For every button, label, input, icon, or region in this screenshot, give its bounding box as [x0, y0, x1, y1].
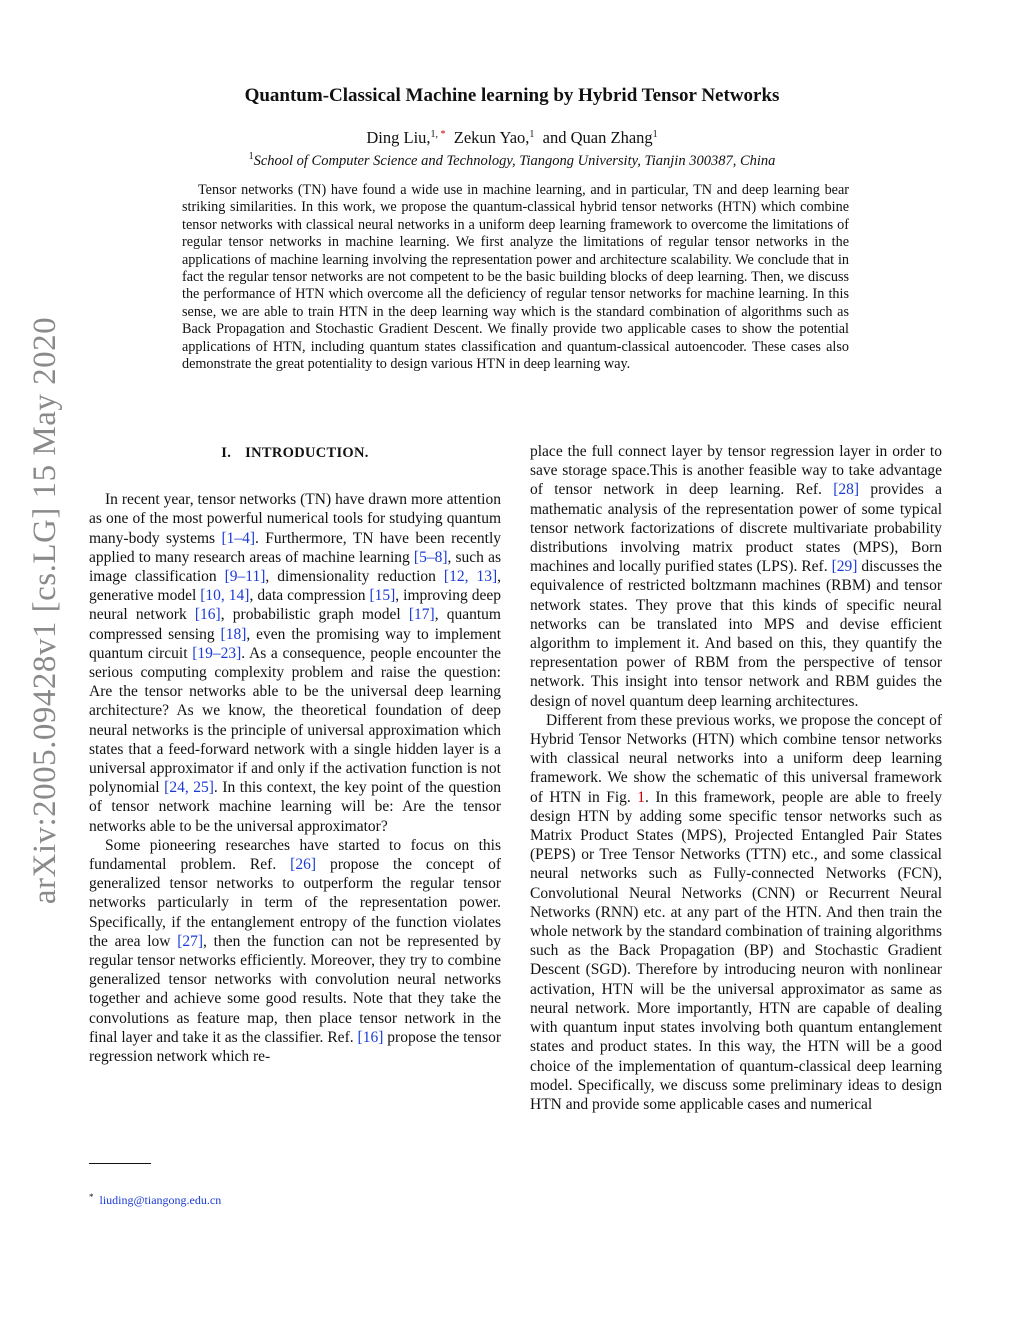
paragraph-text: , generative model — [89, 568, 501, 605]
author-email-link[interactable]: liuding@tiangong.edu.cn — [99, 1193, 222, 1207]
paragraph-text: Different from these previous works, we propose the concept of Hybrid Tensor Networks (HTN) which combine tensor networks with classical neural networks into a uniform deep learning framework. We show the schematic of this universal framework of HTN in Fig. — [530, 711, 942, 806]
citation-link[interactable]: [16] — [357, 1028, 384, 1046]
paragraph-text: . In this context, the key point of the question of tensor network machine learning will be: Are the tensor networks able to be the universal approximator? — [89, 779, 502, 835]
citation-link[interactable]: [26] — [290, 856, 316, 874]
citation-link[interactable]: [12, 13] — [443, 568, 498, 586]
citation-link[interactable]: [19–23] — [192, 644, 242, 662]
body-paragraph — [530, 711, 942, 1114]
arxiv-identifier-stamp — [20, 310, 72, 910]
paragraph-text: discusses the equivalence of restricted boltzmann machines (RBM) and tensor network states. They prove that this kinds of specific neural networks can be translated into MPS and devise efficient algorithm to implement it. And based on this, they quantify the representation power of RBM from the perspective of tensor network. This insight into tensor network and RBM guides the design of novel quantum deep learning architectures. — [530, 558, 942, 710]
body-paragraph — [89, 490, 501, 836]
citation-link[interactable]: [29] — [831, 558, 858, 576]
citation-link[interactable]: [15] — [369, 587, 396, 605]
paragraph-text: propose the tensor regression network which re- — [89, 1028, 502, 1066]
body-paragraph — [530, 442, 942, 711]
paragraph-text: , then the function can not be represented by regular tensor networks efficiently. Moreover, they try to combine generalized tensor networks with convolution neural networks together and achieve some good results. Note that they take the convolutions as feature map, then place tensor network in the final layer and take it as the classifier. Ref. — [89, 932, 501, 1046]
body-paragraph — [89, 836, 501, 1066]
paragraph-text: Some pioneering researches have started to focus on this fundamental problem. Ref. — [89, 836, 501, 874]
citation-link[interactable]: [28] — [833, 481, 860, 499]
footnote-divider — [89, 1163, 151, 1164]
paragraph-text: , probabilistic graph model — [220, 606, 409, 624]
paragraph-text: In recent year, tensor networks (TN) have drawn more attention as one of the most powerful numerical tools for studying quantum many-body systems — [89, 491, 501, 547]
left-column — [89, 442, 501, 1066]
paragraph-text: . Furthermore, TN have been recently applied to many research areas of machine learning — [89, 529, 502, 566]
paragraph-text: place the full connect layer by tensor regression layer in order to save storage space.This is another feasible way to take advantage of tensor network in deep learning. Ref. — [530, 443, 942, 499]
citation-link[interactable]: [9–11] — [224, 568, 266, 586]
paragraph-text: . As a consequence, people encounter the serious computing complexity problem and raise the question: Are the tensor networks able to be the universal deep learning architecture? As we know, the theoretical foundation of deep neural networks is the principle of universal approximation which states that a feed-forward network with a single hidden layer is a universal approximator if and only if the activation function is not polynomial — [89, 644, 501, 797]
author-1: Ding Liu,$^{1, *}$ — [366, 128, 446, 147]
paragraph-text: propose the concept of generalized tensor networks to outperform the regular tensor networks particularly in term of the representation power. Specifically, if the entanglement entropy of the function violates the area low — [89, 856, 501, 950]
paragraph-text: , even the promising way to implement quantum circuit — [89, 625, 502, 662]
citation-link[interactable]: [16] — [194, 606, 221, 624]
right-column — [530, 442, 942, 1114]
paper-title: Quantum-Classical Machine learning by Hybrid Tensor Networks — [244, 85, 780, 106]
paragraph-text: , such as image classification — [89, 548, 501, 586]
paragraph-text: , quantum compressed sensing — [89, 606, 501, 643]
paragraph-text: , improving deep neural network — [89, 587, 501, 624]
citation-link[interactable]: [17] — [408, 606, 435, 624]
paragraph-text: provides a mathematic analysis of the representation power of some typical tensor network factorizations of discrete multivariate probability distributions involving matrix product states (MPS), Born machines and locally purified states (LPS). Ref. — [530, 481, 942, 576]
arxiv-identifier-text: arXiv:2005.09428v1 [cs.LG] 15 May 2020 — [27, 316, 64, 904]
footnote: * liuding@tiangong.edu.cn — [89, 1192, 222, 1207]
citation-link[interactable]: [18] — [220, 625, 247, 643]
citation-link[interactable]: [24, 25] — [164, 779, 214, 797]
paragraph-text: . In this framework, people are able to freely design HTN by adding some specific tensor networks such as Matrix Product States (MPS), Projected Entangled Pair States (PEPS) or Tree Tensor Networks (TTN) etc., and some classical neural networks such as Fully-connected Networks (FCN), Convolutional Neural Networks (CNN) or Recurrent Neural Networks (RNN) etc. at any part of the HTN. And then train the whole network by the standard combination of training algorithms such as the Back Propagation (BP) and Stochastic Gradient Descent (SGD). Therefore by introducing neuron with nonlinear activation, HTN will be the universal approximator as same as neural network. More importantly, HTN are capable of dealing with quantum input states involving both quantum entanglement states and product states. In this way, the HTN will be a good choice of the implementation of quantum-classical deep learning model. Specifically, we discuss some preliminary ideas to design HTN and provide some applicable cases and numerical — [530, 788, 942, 1113]
author-3: and Quan Zhang$^1$ — [542, 128, 658, 147]
paragraph-text: , dimensionality reduction — [265, 568, 444, 586]
citation-link[interactable]: [5–8] — [413, 548, 448, 566]
citation-link[interactable]: [27] — [177, 932, 204, 950]
author-list — [0, 128, 1024, 148]
paragraph-text: , data compression — [249, 587, 370, 605]
author-2: Zekun Yao,$^1$ — [453, 128, 535, 147]
citation-link[interactable]: [10, 14] — [200, 587, 250, 605]
figure-reference-link[interactable]: 1 — [637, 788, 645, 806]
section-heading: I. INTRODUCTION. — [221, 445, 369, 461]
abstract: Tensor networks (TN) have found a wide use in machine learning, and in particular, TN and deep learning bear striking similarities. In this work, we propose the quantum-classical hybrid tensor networks (HTN) which combine tensor networks with classical neural networks in a uniform deep learning framework to overcome the limitations of regular tensor networks in machine learning. We first analyze the limitations of regular tensor networks in the applications of machine learning involving the representation power and architecture scalability. We conclude that in fact the regular tensor networks are not competent to be the basic building blocks of deep learning. Then, we discuss the performance of HTN which overcome all the deficiency of regular tensor networks for machine learning. In this sense, we are able to train HTN in the deep learning way which is the standard combination of algorithms such as Back Propagation and Stochastic Gradient Descent. We finally provide two applicable cases to show the potential applications of HTN, including quantum states classification and quantum-classical autoencoder. These cases also demonstrate the great potentiality to design various HTN in deep learning way. — [182, 182, 849, 373]
affiliation: $^1$School of Computer Science and Technology, Tiangong University, Tianjin 300387, China — [248, 151, 776, 169]
citation-link[interactable]: [1–4] — [221, 529, 256, 547]
